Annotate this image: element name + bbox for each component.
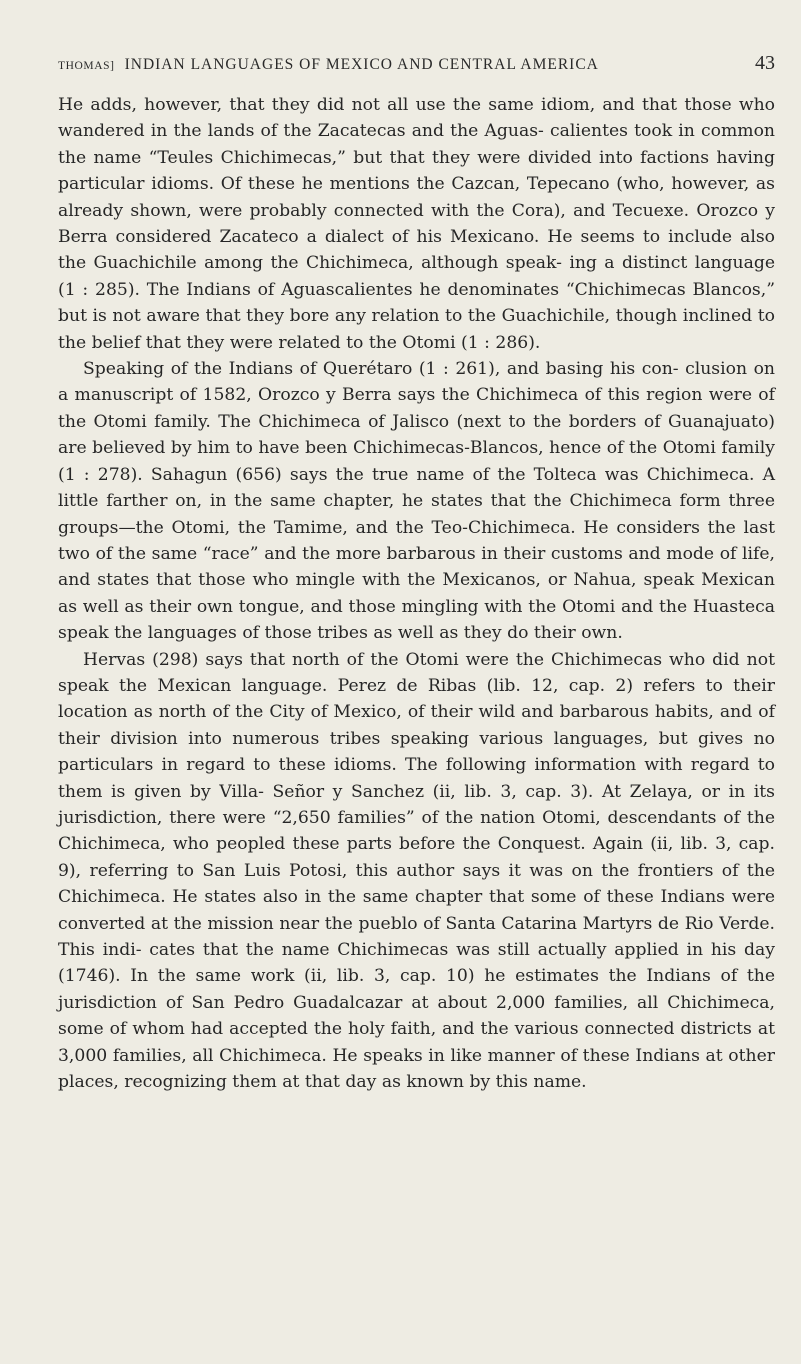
paragraph-2: Speaking of the Indians of Querétaro (1 : 261), and basing his con- clusion on a manuscript of 1582, Orozco y Berra says the Chichimeca of this region were of the Otomi family. The Chichimeca of Jalisco (next to the borders of Guanajuato) are believed by him to have been Chichimecas-Blancos, hence of the Otomi family (1 : 278). Sahagun (656) says the true name of the Tolteca was Chichimeca. A little farther on, in the same chapter, he states that the Chichimeca form three groups—the Otomi, the Tamime, and the Teo-Chichimeca. He considers the last two of the same “race” and the more barbarous in their customs and mode of life, and states that those who mingle with the Mexicanos, or Nahua, speak Mexican as well as their own tongue, and those mingling with the Otomi and the Huasteca speak the languages of those tribes as well as they do their own. (58, 359, 775, 644)
paragraph-1: He adds, however, that they did not all use the same idiom, and that those who wandered in the lands of the Zacatecas and the Aguas- calientes took in common the name “Teules Chichimecas,” but that they were divided into factions having particular idioms. Of these he mentions the Cazcan, Tepecano (who, however, as already shown, were probably connected with the Cora), and Tecuexe. Orozco y Berra considered Zacateco a dialect of his Mexicano. He seems to include also the Guachichile among the Chichimeca, although speak- ing a distinct language (1 : 285). The Indians of Aguascalientes he denominates “Chichimecas Blancos,” but is not aware that they bore any relation to the Guachichile, though inclined to the belief that they were related to the Otomi (1 : 286). (58, 95, 775, 353)
running-head (58, 52, 775, 80)
page-number: 43 (755, 52, 775, 74)
running-head-title: INDIAN LANGUAGES OF MEXICO AND CENTRAL AMERICA (124, 56, 599, 73)
body-text (58, 92, 775, 1095)
running-head-author: THOMAS] (58, 60, 115, 72)
paragraph-3: Hervas (298) says that north of the Otomi were the Chichimecas who did not speak the Mexican language. Perez de Ribas (lib. 12, cap. 2) refers to their location as north of the City of Mexico, of their wild and barbarous habits, and of their division into numerous tribes speaking various languages, but gives no particulars in regard to these idioms. The following information with regard to them is given by Villa- Señor y Sanchez (ii, lib. 3, cap. 3). At Zelaya, or in its jurisdiction, there were “2,650 families” of the nation Otomi, descendants of the Chichimeca, who peopled these parts before the Conquest. Again (ii, lib. 3, cap. 9), referring to San Luis Potosi, this author says it was on the frontiers of the Chichimeca. He states also in the same chapter that some of these Indians were converted at the mission near the pueblo of Santa Catarina Martyrs de Rio Verde. This indi- cates that the name Chichimecas was still actually applied in his day (1746). In the same work (ii, lib. 3, cap. 10) he estimates the Indians of the jurisdiction of San Pedro Guadalcazar at about 2,000 families, all Chichimeca, some of whom had accepted the holy faith, and the various connected districts at 3,000 families, all Chichimeca. He speaks in like manner of these Indians at other places, recognizing them at that day as known by this name. (58, 649, 775, 1093)
